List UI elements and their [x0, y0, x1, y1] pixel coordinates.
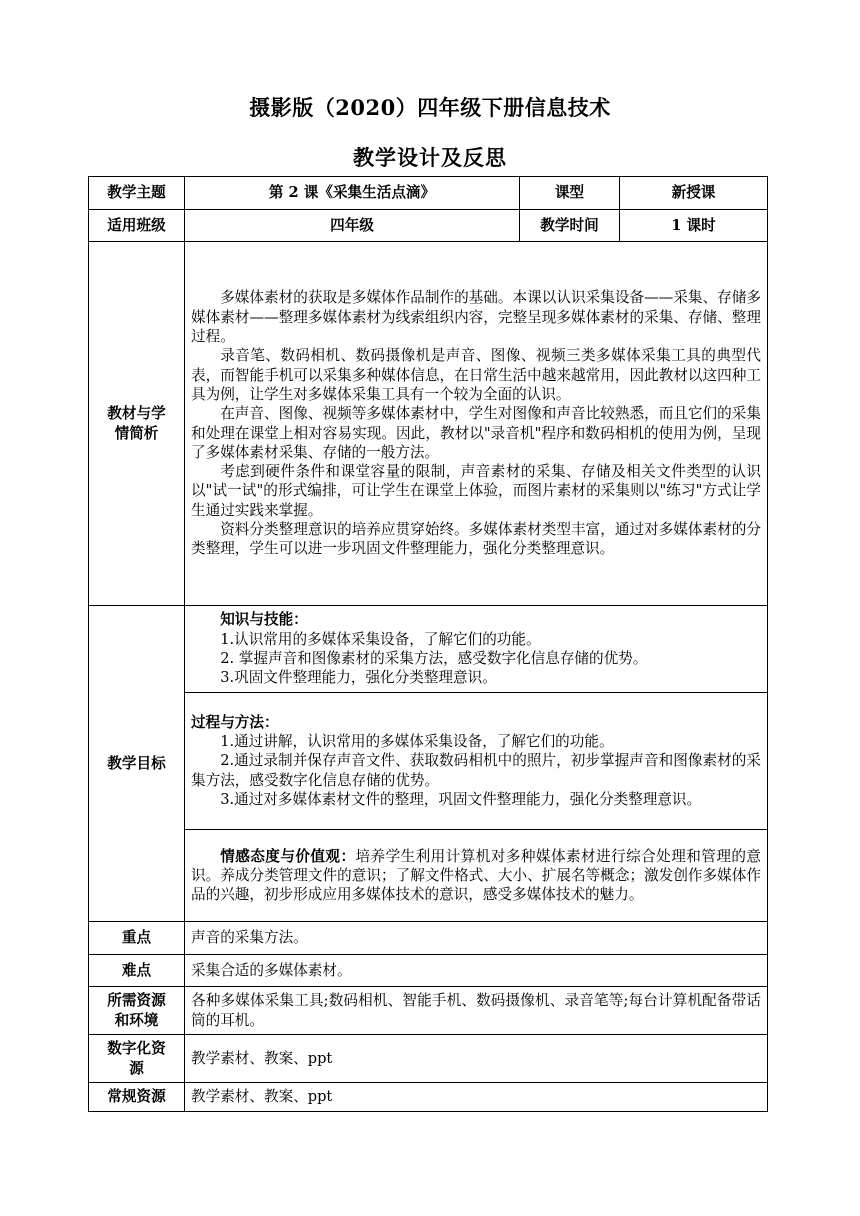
goals-row — [89, 606, 768, 693]
document-title: 摄影版（2020）四年级下册信息技术 — [249, 95, 611, 120]
table-row — [89, 177, 768, 210]
document-subtitle: 教学设计及反思 — [353, 145, 507, 170]
class-label: 适用班级 — [89, 210, 185, 242]
process-item: 3.通过对多媒体素材文件的整理，巩固文件整理能力，强化分类整理意识。 — [220, 790, 702, 808]
analysis-paragraph: 资料分类整理意识的培养应贯穿始终。多媒体素材类型丰富，通过对多媒体素材的分类整理，学生可以进一步巩固文件整理能力，强化分类整理意识。 — [191, 520, 761, 558]
resources-label-line1: 所需资源 — [107, 992, 166, 1010]
regular-label: 常规资源 — [89, 1083, 185, 1112]
digital-label-line2: 源 — [129, 1059, 144, 1077]
time-label: 教学时间 — [520, 210, 620, 242]
key-point-row — [89, 922, 768, 955]
knowledge-item: 1.认识常用的多媒体采集设备，了解它们的功能。 — [220, 630, 541, 648]
goals-row — [89, 830, 768, 922]
emotion-paragraph — [191, 847, 761, 905]
emotion-text: 培养学生利用计算机对多种媒体素材进行综合处理和管理的意识。养成分类管理文件的意识；了解文件格式、大小、扩展名等概念；激发创作多媒体作品的兴趣，初步形成应用多媒体技术的意识，感受多媒体技术的魅力。 — [191, 847, 761, 904]
digital-label-line1: 数字化资 — [107, 1040, 166, 1058]
digital-label — [89, 1035, 185, 1083]
topic-value: 第 2 课《采集生活点滴》 — [185, 177, 520, 210]
type-value: 新授课 — [620, 177, 768, 210]
emotion-cell — [185, 830, 768, 922]
analysis-paragraph: 多媒体素材的获取是多媒体作品制作的基础。本课以认识采集设备——采集、存储多媒体素材——整理多媒体素材为线索组织内容，完整呈现多媒体素材的采集、存储、整理过程。 — [191, 289, 761, 346]
resources-label-line2: 和环境 — [114, 1011, 159, 1029]
key-point-value: 声音的采集方法。 — [185, 922, 768, 955]
difficulty-label: 难点 — [89, 955, 185, 987]
analysis-row — [89, 242, 768, 606]
analysis-label-line2: 情简析 — [114, 424, 159, 442]
process-heading: 过程与方法： — [191, 713, 279, 731]
goals-row — [89, 693, 768, 830]
analysis-label-line1: 教材与学 — [107, 405, 166, 423]
analysis-paragraph: 考虑到硬件条件和课堂容量的限制，声音素材的采集、存储及相关文件类型的认识以"试一试"的形式编排，可让学生在课堂上体验，而图片素材的采集则以"练习"方式让学生通过实践来掌握。 — [191, 463, 761, 519]
emotion-heading: 情感态度与价值观： — [220, 847, 356, 865]
analysis-paragraph: 录音笔、数码相机、数码摄像机是声音、图像、视频三类多媒体采集工具的典型代表，而智能手机可以采集多种媒体信息，在日常生活中越来越常用，因此教材以这四种工具为例，让学生对多媒体采集工具有一个较为全面的认识。 — [191, 347, 761, 403]
knowledge-item: 2. 掌握声音和图像素材的采集方法，感受数字化信息存储的优势。 — [220, 650, 648, 667]
process-item: 1.通过讲解，认识常用的多媒体采集设备，了解它们的功能。 — [220, 733, 614, 751]
digital-row — [89, 1035, 768, 1083]
knowledge-item: 3.巩固文件整理能力，强化分类整理意识。 — [220, 669, 497, 687]
time-value: 1 课时 — [620, 210, 768, 242]
difficulty-value: 采集合适的多媒体素材。 — [185, 955, 768, 987]
knowledge-cell — [185, 606, 768, 693]
regular-value: 教学素材、教案、ppt — [185, 1083, 768, 1112]
knowledge-heading: 知识与技能： — [220, 611, 308, 629]
resources-label — [89, 987, 185, 1035]
key-point-label: 重点 — [89, 922, 185, 955]
regular-row — [89, 1083, 768, 1112]
process-cell — [185, 693, 768, 830]
goals-label: 教学目标 — [89, 606, 185, 922]
analysis-label — [89, 242, 185, 606]
class-value: 四年级 — [185, 210, 520, 242]
topic-label: 教学主题 — [89, 177, 185, 210]
table-row — [89, 210, 768, 242]
difficulty-row — [89, 955, 768, 987]
resources-value: 各种多媒体采集工具;数码相机、智能手机、数码摄像机、录音笔等;每台计算机配备带话筒的耳机。 — [185, 987, 768, 1035]
analysis-paragraph: 在声音、图像、视频等多媒体素材中，学生对图像和声音比较熟悉，而且它们的采集和处理在课堂上相对容易实现。因此，教材以"录音机"程序和数码相机的使用为例，呈现了多媒体素材采集、存储的一般方法。 — [191, 405, 761, 461]
lesson-plan-table — [88, 176, 768, 1112]
type-label: 课型 — [520, 177, 620, 210]
digital-value: 教学素材、教案、ppt — [185, 1035, 768, 1083]
resources-row — [89, 987, 768, 1035]
analysis-content — [185, 242, 768, 606]
process-item: 2.通过录制并保存声音文件、获取数码相机中的照片，初步掌握声音和图像素材的采集方法，感受数字化信息存储的优势。 — [191, 752, 761, 789]
